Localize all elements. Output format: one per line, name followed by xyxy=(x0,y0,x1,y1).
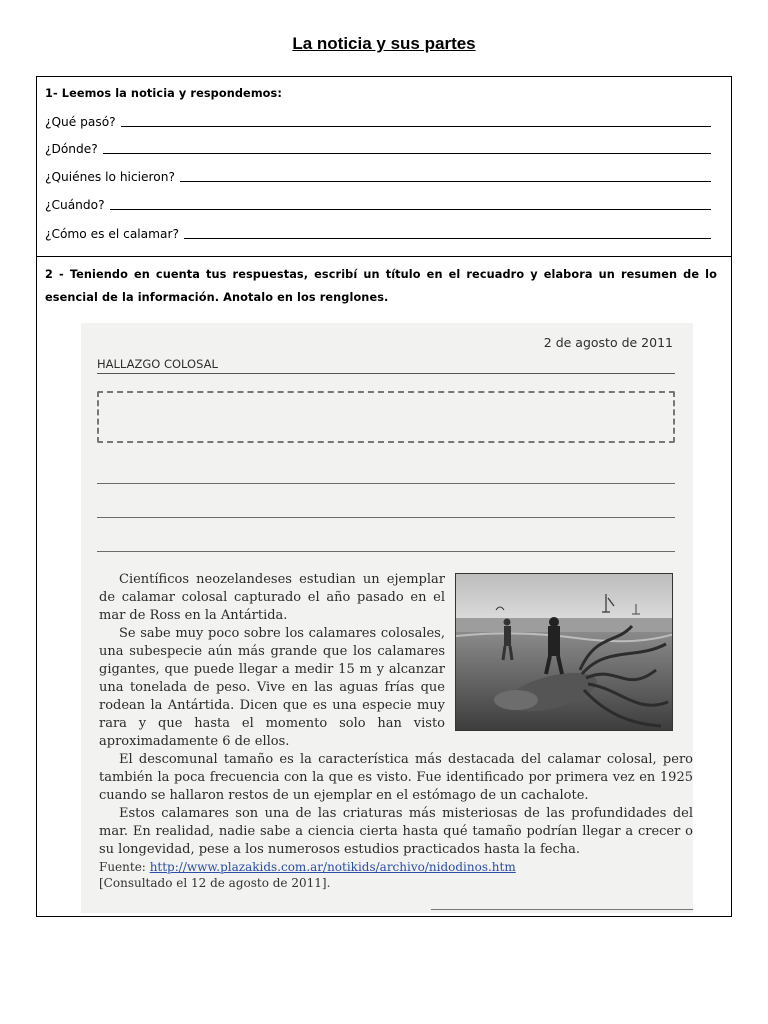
article-date: 2 de agosto de 2011 xyxy=(543,335,673,350)
question-row-quienes xyxy=(45,166,711,184)
question-row-que xyxy=(45,111,711,129)
consulted-date: [Consultado el 12 de agosto de 2011]. xyxy=(99,876,331,890)
question-row-como xyxy=(45,223,711,241)
section-2-instruction: 2 - Teniendo en cuenta tus respuestas, escribí un título en el recuadro y elabora un resumen de lo esencial de la información. Anotalo en los renglones. xyxy=(45,268,717,304)
summary-line[interactable] xyxy=(97,483,675,484)
article-source xyxy=(99,859,516,891)
answer-line[interactable] xyxy=(180,181,711,182)
article-scan xyxy=(81,323,693,913)
source-link[interactable]: http://www.plazakids.com.ar/notikids/archivo/nidodinos.htm xyxy=(149,860,516,874)
question-row-donde xyxy=(45,138,711,156)
bottom-rule xyxy=(431,909,693,910)
question-label: ¿Cómo es el calamar? xyxy=(45,227,179,241)
heading-rule xyxy=(97,373,675,374)
question-label: ¿Cuándo? xyxy=(45,198,105,212)
section-1-instruction: 1- Leemos la noticia y respondemos: xyxy=(45,87,282,100)
answer-line[interactable] xyxy=(121,126,711,127)
answer-line[interactable] xyxy=(184,238,711,239)
source-label: Fuente: xyxy=(99,860,146,874)
article-paragraph: Científicos neozelandeses estudian un ejemplar de calamar colosal capturado el año pasado en el mar de Ross en la Antártida. xyxy=(99,572,445,623)
section-1 xyxy=(37,77,731,257)
answer-line[interactable] xyxy=(110,209,711,210)
article-paragraph: El descomunal tamaño es la característica más destacada del calamar colosal, pero también la poca frecuencia con la que es visto. Fue identificado por primera vez en 1925 cuando se hallaron restos de un ejemplar en el estómago de un cachalote. xyxy=(99,752,693,803)
title-box[interactable] xyxy=(97,391,675,443)
question-row-cuando xyxy=(45,194,711,212)
worksheet-table xyxy=(36,76,732,917)
question-label: ¿Quiénes lo hicieron? xyxy=(45,170,175,184)
article-heading: HALLAZGO COLOSAL xyxy=(97,357,218,371)
page-title: La noticia y sus partes xyxy=(292,34,476,53)
question-label: ¿Qué pasó? xyxy=(45,115,116,129)
article-body xyxy=(99,571,693,859)
question-label: ¿Dónde? xyxy=(45,142,98,156)
answer-line[interactable] xyxy=(103,153,711,154)
summary-line[interactable] xyxy=(97,517,675,518)
article-paragraph: Estos calamares son una de las criaturas más misteriosas de las profundidades del mar. En realidad, nadie sabe a ciencia cierta hasta qué tamaño podrían llegar a crecer o su longevidad, pese a los numerosos estudios practicados hasta la fecha. xyxy=(99,806,693,857)
article-paragraph: Se sabe muy poco sobre los calamares colosales, una subespecie aún más grande que los calamares gigantes, que puede llegar a medir 15 m y alcanzar una tonelada de peso. Vive en las aguas frías que rodean la Antártida. Dicen que es una especie muy rara y que hasta el momento solo han visto aproximadamente 6 de ellos. xyxy=(99,626,445,749)
summary-line[interactable] xyxy=(97,551,675,552)
